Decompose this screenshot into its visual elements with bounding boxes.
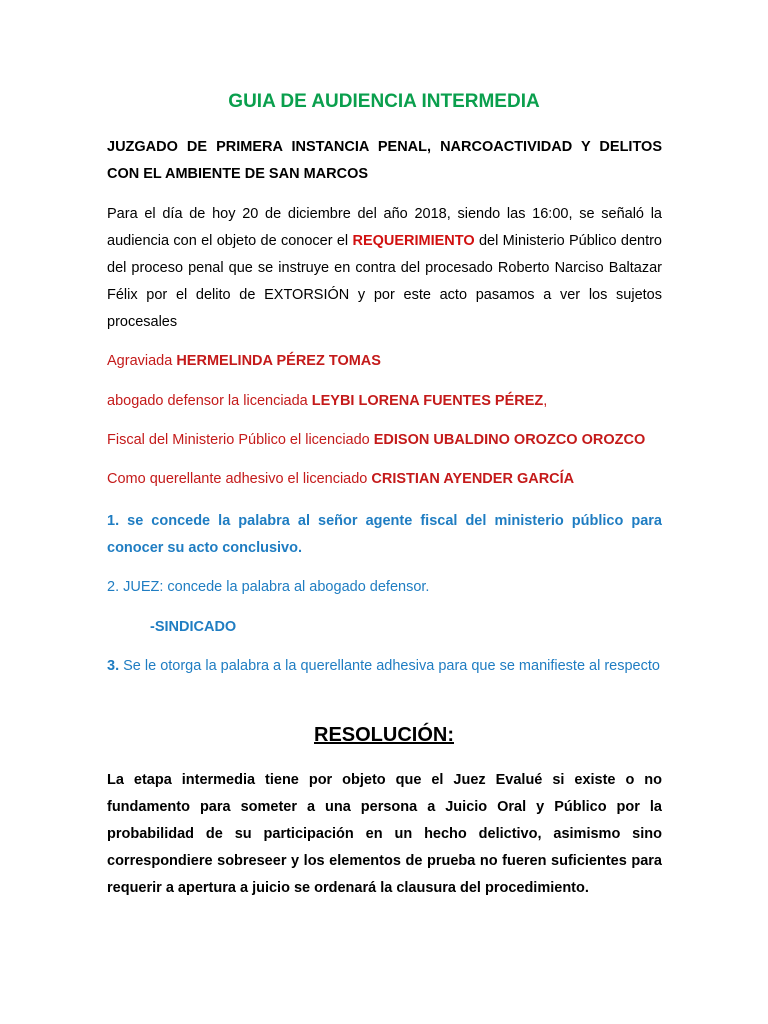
step-2: 2. JUEZ: concede la palabra al abogado defensor.: [107, 579, 430, 595]
resolution-text: La etapa intermedia tiene por objeto que el Juez Evalué si existe o no fundamento para someter a una persona a Juicio Oral y Público por la probabilidad de su participación en un hecho delictivo, asimismo sino correspondiere sobreseer y los elementos de prueba no fueren suficientes para requerir a apertura a juicio se ordenará la clausura del procedimiento.: [107, 772, 662, 896]
requerimiento-highlight: REQUERIMIENTO: [352, 233, 475, 249]
fiscal-name: EDISON UBALDINO OROZCO OROZCO: [373, 432, 646, 448]
intro-paragraph: [107, 201, 662, 336]
abogado-label: abogado defensor la licenciada: [107, 393, 312, 409]
agraviada-name: HERMELINDA PÉREZ TOMAS: [176, 353, 381, 369]
resolution-title: RESOLUCIÓN:: [314, 724, 454, 746]
step-3-number: 3.: [107, 658, 120, 674]
querellante-name: CRISTIAN AYENDER GARCÍA: [371, 471, 575, 487]
court-name: JUZGADO DE PRIMERA INSTANCIA PENAL, NARCOACTIVIDAD Y DELITOS CON EL AMBIENTE DE SAN MARCOS: [107, 139, 662, 182]
step-3-text: Se le otorga la palabra a la querellante adhesiva para que se manifieste al respecto: [119, 658, 660, 674]
abogado-name: LEYBI LORENA FUENTES PÉREZ: [311, 393, 544, 409]
step-3: [107, 653, 662, 680]
sindicado-item: -SINDICADO: [150, 619, 237, 635]
querellante-line: [107, 466, 662, 493]
agraviada-label: Agraviada: [107, 353, 177, 369]
abogado-suffix: ,: [543, 393, 548, 409]
intro-text-end: del Ministerio Público dentro del proceso penal que se instruye en contra del procesado Roberto Narciso Baltazar Félix por el delito de EXTORSIÓN y por este acto pasamos a ver los sujetos procesales: [107, 233, 662, 330]
intro-text-start: Para el día de hoy 20 de diciembre del año 2018, siendo las 16:00, se señaló la audiencia con el objeto de conocer el: [107, 206, 662, 249]
step-1: 1. se concede la palabra al señor agente fiscal del ministerio público para conocer su acto conclusivo.: [107, 513, 662, 556]
abogado-line: [107, 388, 662, 415]
agraviada-line: [107, 348, 662, 375]
fiscal-label: Fiscal del Ministerio Público el licenciado: [107, 432, 374, 448]
document-title: GUIA DE AUDIENCIA INTERMEDIA: [228, 91, 540, 112]
fiscal-line: [107, 427, 662, 454]
querellante-label: Como querellante adhesivo el licenciado: [107, 471, 372, 487]
